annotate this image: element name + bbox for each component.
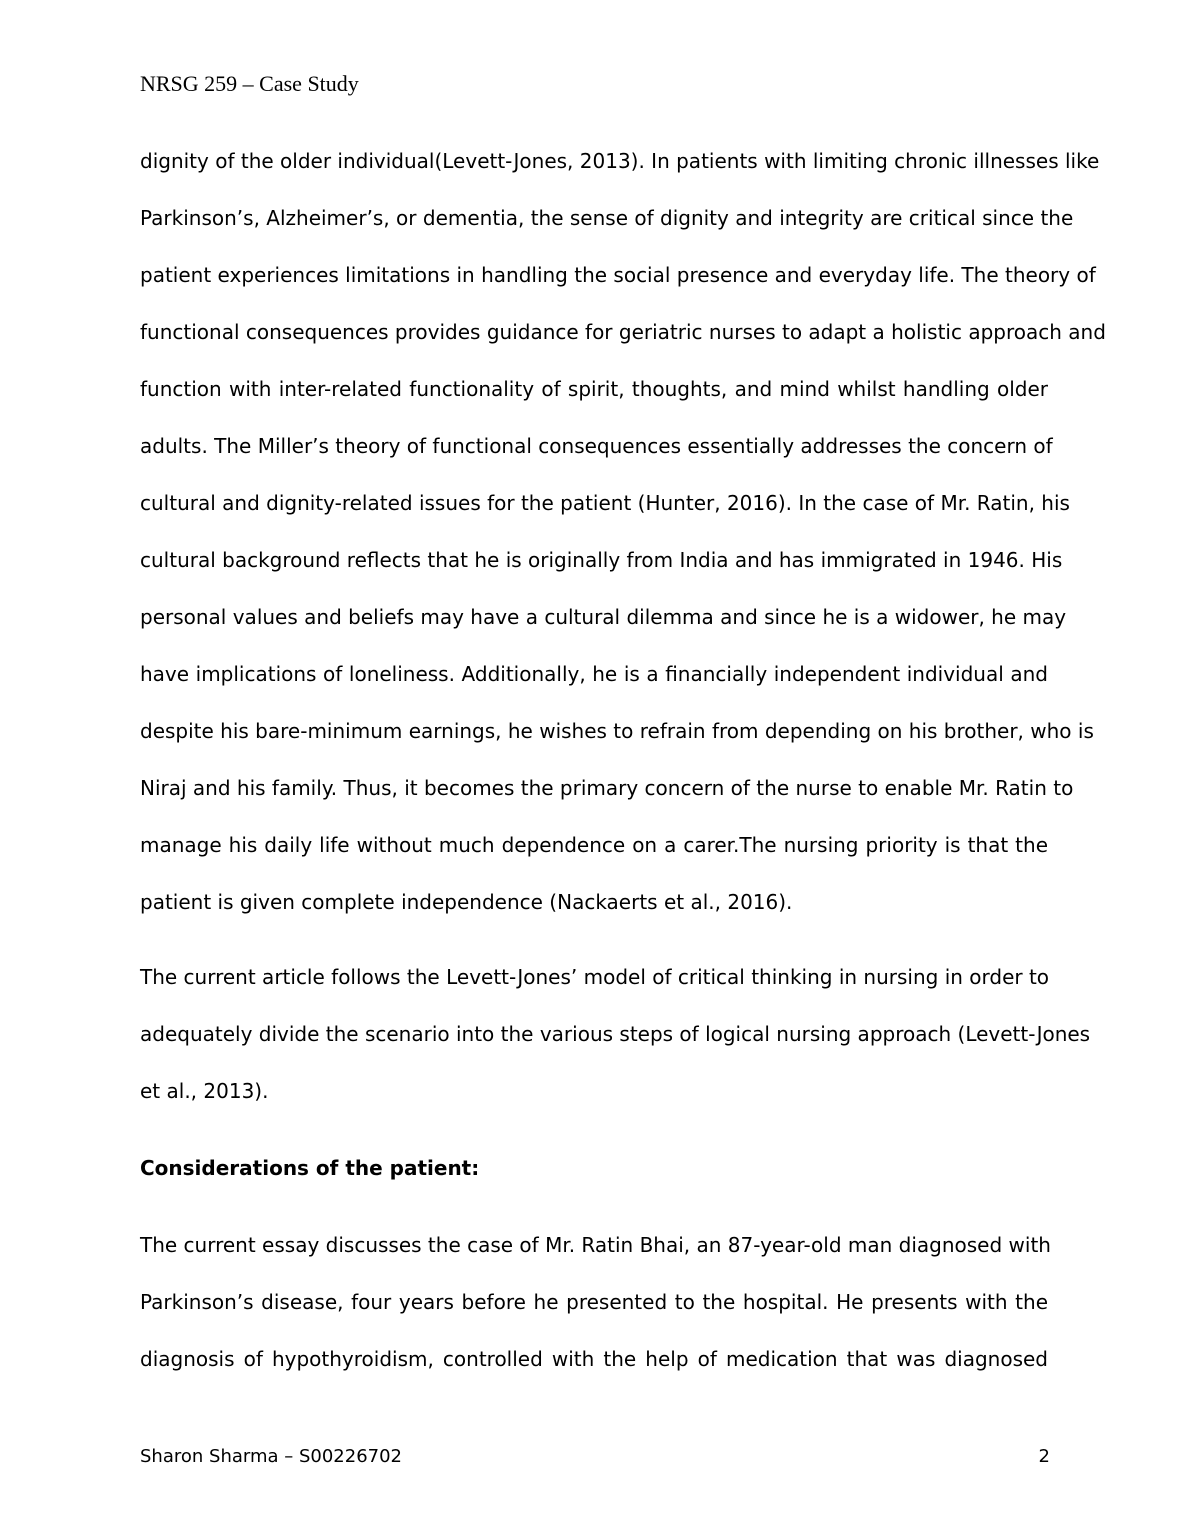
paragraph-1: [140, 133, 1106, 931]
paragraph-line: functional consequences provides guidance for geriatric nurses to adapt a holistic approach and: [140, 320, 1106, 344]
page-number: 2: [1038, 1446, 1050, 1467]
paragraph-3: [140, 1217, 1051, 1388]
running-header: NRSG 259 – Case Study: [140, 71, 359, 96]
paragraph-line: cultural background reflects that he is originally from India and has immigrated in 1946. His: [140, 548, 1063, 572]
paragraph-line: Niraj and his family. Thus, it becomes the primary concern of the nurse to enable Mr. Ratin to: [140, 776, 1074, 800]
paragraph-line: despite his bare-minimum earnings, he wishes to refrain from depending on his brother, who is: [140, 719, 1094, 743]
paragraph-line: diagnosis of hypothyroidism, controlled with the help of medication that was diagnosed: [140, 1347, 1048, 1371]
footer-author: Sharon Sharma – S00226702: [140, 1446, 403, 1467]
paragraph-line: personal values and beliefs may have a cultural dilemma and since he is a widower, he may: [140, 605, 1067, 629]
paragraph-line: The current article follows the Levett-Jones’ model of critical thinking in nursing in order to: [140, 965, 1050, 989]
paragraph-line: cultural and dignity-related issues for the patient (Hunter, 2016). In the case of Mr. Ratin, his: [140, 491, 1070, 515]
paragraph-line: The current essay discusses the case of Mr. Ratin Bhai, an 87-year-old man diagnosed with: [140, 1233, 1051, 1257]
section-heading: Considerations of the patient:: [140, 1156, 480, 1180]
paragraph-line: et al., 2013).: [140, 1079, 269, 1103]
paragraph-line: patient is given complete independence (Nackaerts et al., 2016).: [140, 890, 793, 914]
paragraph-line: function with inter-related functionality of spirit, thoughts, and mind whilst handling older: [140, 377, 1048, 401]
paragraph-line: manage his daily life without much dependence on a carer.The nursing priority is that the: [140, 833, 1048, 857]
paragraph-line: Parkinson’s, Alzheimer’s, or dementia, the sense of dignity and integrity are critical since the: [140, 206, 1074, 230]
paragraph-line: have implications of loneliness. Additionally, he is a financially independent individual and: [140, 662, 1048, 686]
paragraph-line: adults. The Miller’s theory of functional consequences essentially addresses the concern of: [140, 434, 1053, 458]
paragraph-line: Parkinson’s disease, four years before he presented to the hospital. He presents with the: [140, 1290, 1048, 1314]
paragraph-line: patient experiences limitations in handling the social presence and everyday life. The theory of: [140, 263, 1096, 287]
paragraph-2: [140, 949, 1091, 1120]
paragraph-line: dignity of the older individual(Levett-Jones, 2013). In patients with limiting chronic illnesses like: [140, 149, 1100, 173]
paragraph-line: adequately divide the scenario into the various steps of logical nursing approach (Levett-Jones: [140, 1022, 1091, 1046]
